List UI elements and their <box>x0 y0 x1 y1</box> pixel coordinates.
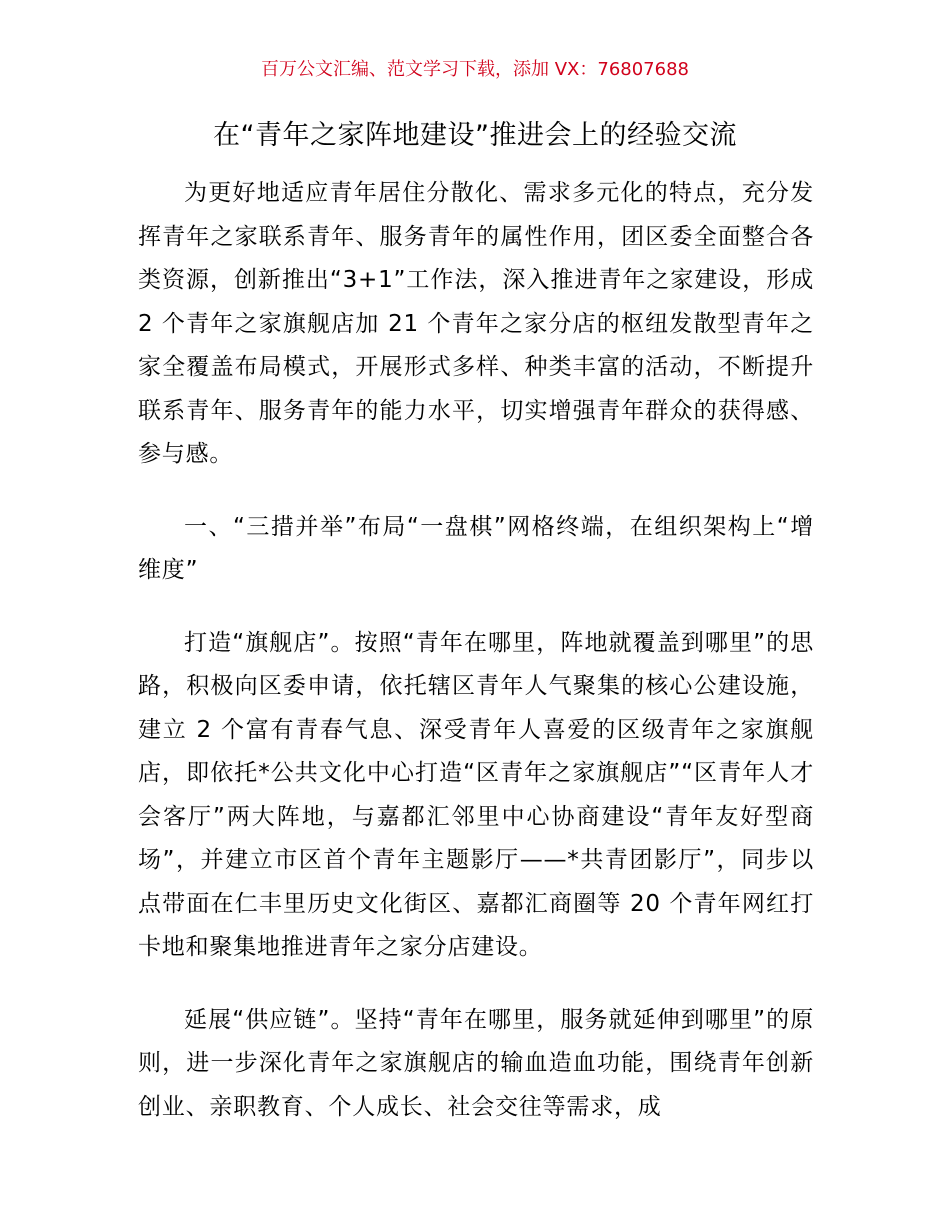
paragraph-supply-chain: 延展“供应链”。坚持“青年在哪里，服务就延伸到哪里”的原则，进一步深化青年之家旗舰店的输血造血功能，围绕青年创新创业、亲职教育、个人成长、社会交往等需求，成 <box>138 1006 814 1120</box>
document-title: 在“青年之家阵地建设”推进会上的经验交流 <box>213 120 737 151</box>
section-heading-1: 一、“三措并举”布局“一盘棋”网格终端，在组织架构上“增维度” <box>138 513 814 583</box>
document-body <box>138 172 814 1129</box>
paragraph-intro: 为更好地适应青年居住分散化、需求多元化的特点，充分发挥青年之家联系青年、服务青年的属性作用，团区委全面整合各类资源，创新推出“3+1”工作法，深入推进青年之家建设，形成 2 个青年之家旗舰店加 21 个青年之家分店的枢纽发散型青年之家全覆盖布局模式，开展形式多样、种类丰富的活动，不断提升联系青年、服务青年的能力水平，切实增强青年群众的获得感、参与感。 <box>138 180 814 467</box>
paragraph-flagship-store: 打造“旗舰店”。按照“青年在哪里，阵地就覆盖到哪里”的思路，积极向区委申请，依托辖区青年人气聚集的核心公建设施，建立 2 个富有青春气息、深受青年人喜爱的区级青年之家旗舰店，即依托*公共文化中心打造“区青年之家旗舰店”“区青年人才会客厅”两大阵地，与嘉都汇邻里中心协商建设“青年友好型商场”，并建立市区首个青年主题影厅——*共青团影厅”，同步以点带面在仁丰里历史文化街区、嘉都汇商圈等 20 个青年网红打卡地和聚集地推进青年之家分店建设。 <box>138 629 814 960</box>
watermark-banner: 百万公文汇编、范文学习下载，添加 VX：76807688 <box>261 59 689 80</box>
